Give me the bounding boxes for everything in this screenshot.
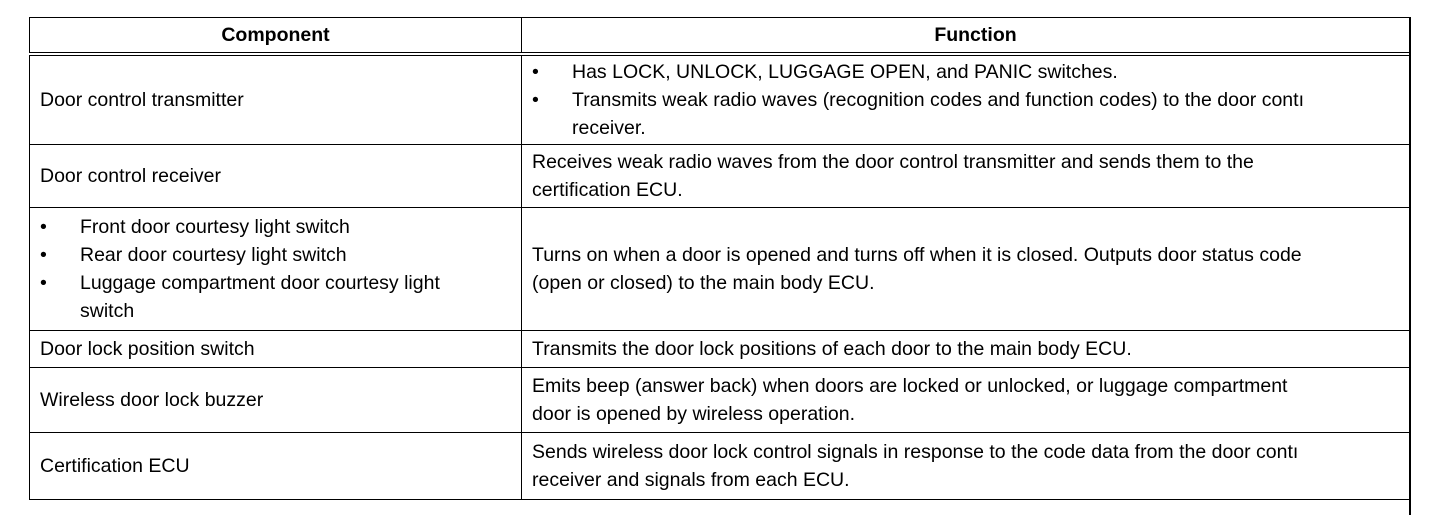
function-cell xyxy=(522,208,1412,331)
cell-text-line: Sends wireless door lock control signals in response to the code data from the door contı xyxy=(532,441,1299,463)
bullet-text-line: receiver. xyxy=(572,117,646,139)
bullet-item xyxy=(40,269,511,325)
cell-text-line: Door control receiver xyxy=(40,165,221,187)
cell-text-line: Receives weak radio waves from the door control transmitter and sends them to the xyxy=(532,151,1254,173)
bullet-item xyxy=(532,58,1411,86)
cell-text-line: Door lock position switch xyxy=(40,338,255,360)
table-row xyxy=(30,368,1412,433)
bullet-text-line: switch xyxy=(80,300,135,322)
header-component: Component xyxy=(30,18,522,55)
bullet-item xyxy=(40,213,511,241)
bullet-list xyxy=(532,58,1411,142)
cell-text-line: (open or closed) to the main body ECU. xyxy=(532,272,875,294)
table-row xyxy=(30,145,1412,208)
bullet-item xyxy=(40,241,511,269)
function-cell xyxy=(522,368,1412,433)
component-cell xyxy=(30,208,522,331)
cell-text-line: Emits beep (answer back) when doors are locked or unlocked, or luggage compartment xyxy=(532,375,1288,397)
cell-text-line: Transmits the door lock positions of each door to the main body ECU. xyxy=(532,338,1132,360)
bullet-list xyxy=(40,213,511,325)
component-cell xyxy=(30,331,522,368)
header-row xyxy=(30,18,1412,55)
cell-text-line: Certification ECU xyxy=(40,455,190,477)
bullet-text-line: Rear door courtesy light switch xyxy=(80,244,347,266)
function-cell xyxy=(522,331,1412,368)
component-function-table xyxy=(29,17,1411,500)
table-row xyxy=(30,331,1412,368)
table-row xyxy=(30,54,1412,145)
bullet-glyph: • xyxy=(532,61,539,83)
bullet-item xyxy=(532,86,1411,142)
header-function: Function xyxy=(522,18,1412,55)
cell-text-line: receiver and signals from each ECU. xyxy=(532,469,850,491)
cell-text-line: door is opened by wireless operation. xyxy=(532,403,856,425)
cell-text-line: Turns on when a door is opened and turns off when it is closed. Outputs door status code xyxy=(532,244,1302,266)
bullet-text-line: Front door courtesy light switch xyxy=(80,216,350,238)
table-row xyxy=(30,208,1412,331)
component-cell xyxy=(30,433,522,500)
bullet-glyph: • xyxy=(40,216,47,238)
bullet-glyph: • xyxy=(532,89,539,111)
table-body xyxy=(30,54,1412,500)
table-row xyxy=(30,433,1412,500)
function-cell xyxy=(522,433,1412,500)
bullet-text-line: Luggage compartment door courtesy light xyxy=(80,272,440,294)
bullet-glyph: • xyxy=(40,272,47,294)
cell-text-line: certification ECU. xyxy=(532,179,683,201)
component-cell xyxy=(30,368,522,433)
cell-text-line: Door control transmitter xyxy=(40,89,244,111)
bullet-text-line: Has LOCK, UNLOCK, LUGGAGE OPEN, and PANIC switches. xyxy=(572,61,1118,83)
cell-text-line: Wireless door lock buzzer xyxy=(40,389,264,411)
bullet-glyph: • xyxy=(40,244,47,266)
table-right-border xyxy=(1409,17,1411,515)
function-cell xyxy=(522,54,1412,145)
component-cell xyxy=(30,54,522,145)
component-function-table-wrapper xyxy=(29,17,1411,515)
component-cell xyxy=(30,145,522,208)
function-cell xyxy=(522,145,1412,208)
bullet-text-line: Transmits weak radio waves (recognition codes and function codes) to the door contı xyxy=(572,89,1304,111)
